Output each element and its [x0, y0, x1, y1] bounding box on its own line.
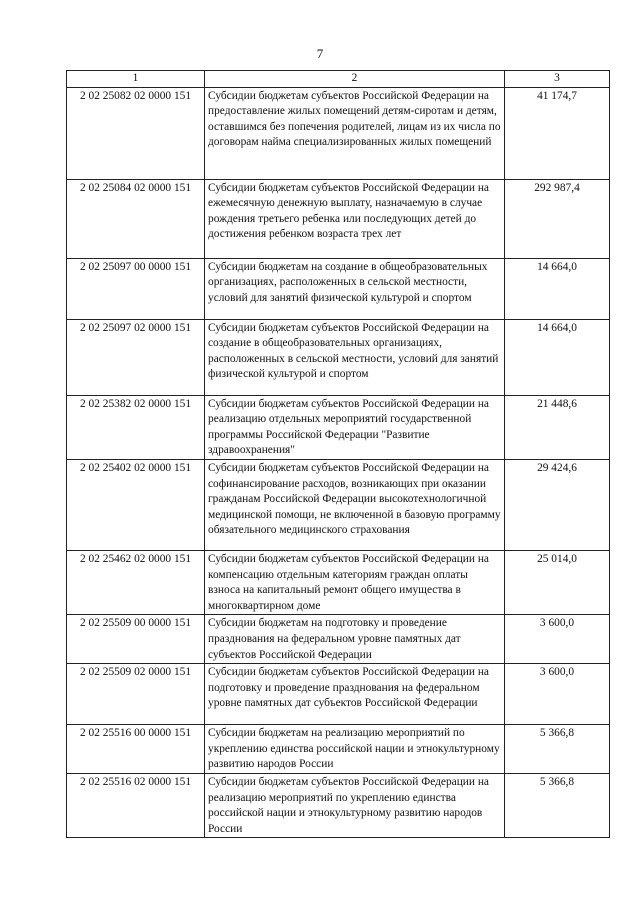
budget-table: [66, 70, 610, 838]
row-code: 2 02 25509 02 0000 151: [67, 664, 205, 725]
row-description: Субсидии бюджетам субъектов Российской Федерации на компенсацию отдельным категориям граждан оплаты взноса на капитальный ремонт общего имущества в многоквартирном доме: [205, 550, 505, 614]
row-amount: 5 366,8: [505, 773, 610, 837]
row-description: Субсидии бюджетам субъектов Российской Федерации на создание в общеобразовательных организациях, расположенных в сельской местности, условий для занятий физической культурой и спортом: [205, 319, 505, 395]
row-description: Субсидии бюджетам субъектов Российской Федерации на софинансирование расходов, возникающих при оказании гражданам Российской Федерации высокотехнологичной медицинской помощи, не включенной в базовую программу обязательного медицинского страхования: [205, 459, 505, 550]
row-description: Субсидии бюджетам субъектов Российской Федерации на предоставление жилых помещений детям-сиротам и детям, оставшимся без попечения родителей, лицам из их числа по договорам найма специализированных жилых помещений: [205, 87, 505, 179]
table-row: [67, 459, 610, 550]
row-description: Субсидии бюджетам субъектов Российской Федерации на ежемесячную денежную выплату, назначаемую в случае рождения третьего ребенка или последующих детей до достижения ребенком возраста трех лет: [205, 179, 505, 258]
row-code: 2 02 25462 02 0000 151: [67, 550, 205, 614]
table-row: [67, 319, 610, 395]
table-row: [67, 725, 610, 774]
table-row: [67, 664, 610, 725]
row-amount: 29 424,6: [505, 459, 610, 550]
row-code: 2 02 25516 02 0000 151: [67, 773, 205, 837]
row-description: Субсидии бюджетам субъектов Российской Федерации на реализацию отдельных мероприятий государственной программы Российской Федерации "Развитие здравоохранения": [205, 395, 505, 459]
row-code: 2 02 25509 00 0000 151: [67, 615, 205, 664]
row-amount: 3 600,0: [505, 615, 610, 664]
row-description: Субсидии бюджетам субъектов Российской Федерации на реализацию мероприятий по укреплению единства российской нации и этнокультурному развитию народов России: [205, 773, 505, 837]
row-code: 2 02 25097 02 0000 151: [67, 319, 205, 395]
page-number: 7: [316, 46, 324, 61]
table-row: [67, 179, 610, 258]
column-header-3: 3: [505, 71, 610, 88]
row-code: 2 02 25402 02 0000 151: [67, 459, 205, 550]
row-amount: 5 366,8: [505, 725, 610, 774]
row-amount: 41 174,7: [505, 87, 610, 179]
table-header-row: [67, 71, 610, 88]
column-header-1: 1: [67, 71, 205, 88]
column-header-2: 2: [205, 71, 505, 88]
row-description: Субсидии бюджетам на создание в общеобразовательных организациях, расположенных в сельской местности, условий для занятий физической культурой и спортом: [205, 258, 505, 319]
row-code: 2 02 25084 02 0000 151: [67, 179, 205, 258]
row-amount: 292 987,4: [505, 179, 610, 258]
row-description: Субсидии бюджетам на реализацию мероприятий по укреплению единства российской нации и этнокультурному развитию народов России: [205, 725, 505, 774]
row-code: 2 02 25516 00 0000 151: [67, 725, 205, 774]
row-amount: 21 448,6: [505, 395, 610, 459]
table-row: [67, 615, 610, 664]
table-row: [67, 258, 610, 319]
table-row: [67, 550, 610, 614]
row-code: 2 02 25382 02 0000 151: [67, 395, 205, 459]
row-description: Субсидии бюджетам субъектов Российской Федерации на подготовку и проведение празднования на федеральном уровне памятных дат субъектов Российской Федерации: [205, 664, 505, 725]
row-amount: 14 664,0: [505, 319, 610, 395]
row-amount: 25 014,0: [505, 550, 610, 614]
row-code: 2 02 25097 00 0000 151: [67, 258, 205, 319]
row-code: 2 02 25082 02 0000 151: [67, 87, 205, 179]
table-row: [67, 87, 610, 179]
row-amount: 14 664,0: [505, 258, 610, 319]
row-description: Субсидии бюджетам на подготовку и проведение празднования на федеральном уровне памятных дат субъектов Российской Федерации: [205, 615, 505, 664]
table-row: [67, 773, 610, 837]
row-amount: 3 600,0: [505, 664, 610, 725]
table-row: [67, 395, 610, 459]
